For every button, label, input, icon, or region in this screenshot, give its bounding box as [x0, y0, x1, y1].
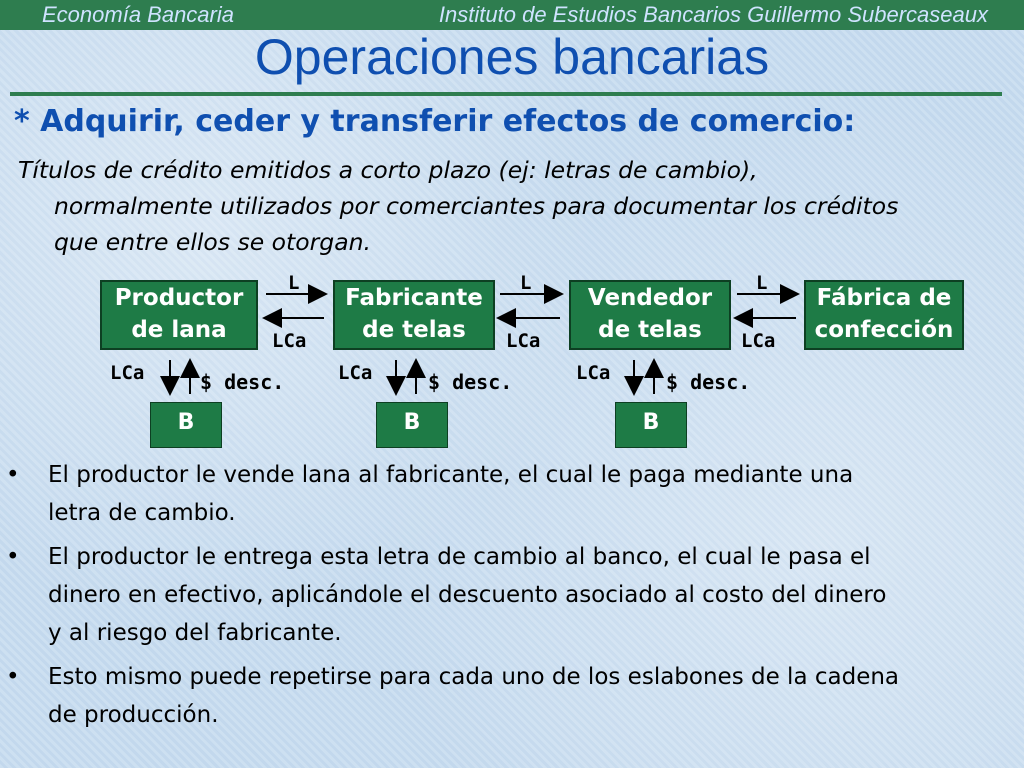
- bullet-line: de producción.: [48, 702, 219, 728]
- bullet-dot: •: [6, 544, 20, 570]
- bank-box: B: [150, 402, 222, 448]
- bullet-text: [48, 658, 1016, 734]
- bullet-line: Esto mismo puede repetirse para cada uno de los eslabones de la cadena: [48, 664, 900, 690]
- bank-box: B: [615, 402, 687, 448]
- box-label: Productor: [114, 285, 244, 311]
- down-label: LCa: [110, 362, 145, 384]
- bullet-dot: •: [6, 462, 20, 488]
- bank-box: B: [376, 402, 448, 448]
- box-label: de telas: [362, 317, 466, 343]
- bullet-text: [48, 456, 1016, 532]
- desc-label: $ desc.: [428, 370, 513, 394]
- back-label: LCa: [506, 330, 541, 352]
- box-label: confección: [814, 317, 954, 343]
- bullet-line: El productor le entrega esta letra de cambio al banco, el cual le pasa el: [48, 544, 871, 570]
- bullet-text: [48, 538, 1016, 652]
- bullet-dot: •: [6, 664, 20, 690]
- header-left: Economía Bancaria: [42, 2, 234, 27]
- intro-line: que entre ellos se otorgan.: [54, 228, 371, 256]
- forward-label: L: [756, 272, 768, 294]
- bullet-line: y al riesgo del fabricante.: [48, 620, 342, 646]
- header-right: Instituto de Estudios Bancarios Guillermo Subercaseaux: [438, 2, 988, 27]
- slide-subtitle: * Adquirir, ceder y transferir efectos de comercio:: [14, 104, 856, 139]
- forward-label: L: [520, 272, 532, 294]
- box-label: de telas: [598, 317, 702, 343]
- slide-title: Operaciones bancarias: [254, 29, 770, 85]
- intro-line: normalmente utilizados por comerciantes para documentar los créditos: [54, 192, 899, 220]
- box-label: de lana: [131, 317, 227, 343]
- bullet-line: El productor le vende lana al fabricante, el cual le paga mediante una: [48, 462, 854, 488]
- bullet-line: dinero en efectivo, aplicándole el descuento asociado al costo del dinero: [48, 582, 887, 608]
- bullet-line: letra de cambio.: [48, 500, 236, 526]
- back-label: LCa: [741, 330, 776, 352]
- desc-label: $ desc.: [666, 370, 751, 394]
- down-label: LCa: [576, 362, 611, 384]
- desc-label: $ desc.: [200, 370, 285, 394]
- box-label: Vendedor: [587, 285, 713, 311]
- intro-line: Títulos de crédito emitidos a corto plazo (ej: letras de cambio),: [18, 156, 758, 184]
- forward-label: L: [288, 272, 300, 294]
- back-label: LCa: [272, 330, 307, 352]
- down-label: LCa: [338, 362, 373, 384]
- box-label: Fábrica de: [816, 285, 952, 311]
- box-label: Fabricante: [345, 285, 483, 311]
